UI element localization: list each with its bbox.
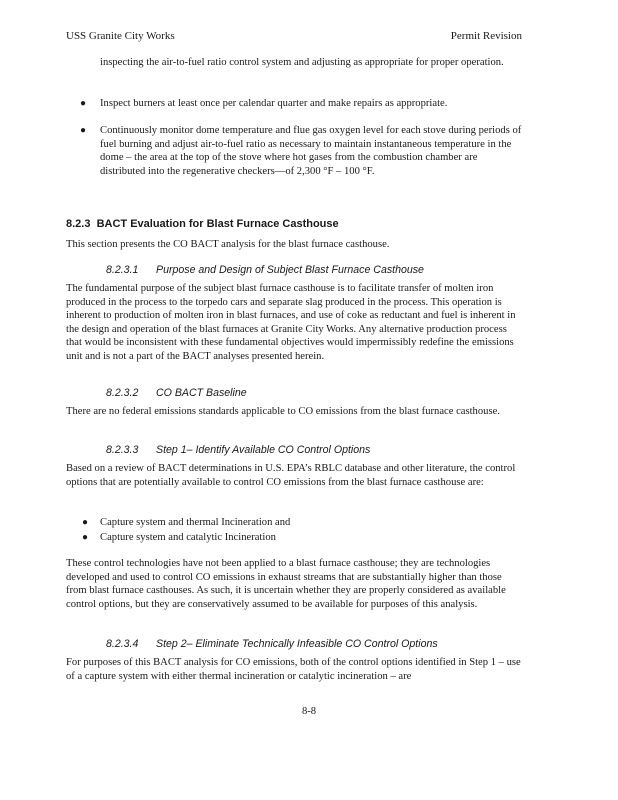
list-item: [82, 517, 290, 528]
subsection-number: 8.2.3.4: [106, 638, 139, 650]
subsection-number: 8.2.3.1: [106, 264, 139, 276]
header-right: Permit Revision: [450, 30, 522, 42]
paragraph: These control technologies have not been applied to a blast furnace casthouse; they are technologies developed and used to control CO emissions in exhaust streams that are substantially higher than those from blast furnace casthouses. As such, it is uncertain whether they are properly considered as available control options, but they are conservatively assumed to be available for purposes of this analysis.: [66, 558, 506, 610]
list-item: [80, 97, 524, 111]
subsection-number: 8.2.3.3: [106, 444, 139, 456]
bullet-text: Capture system and thermal Incineration and: [100, 517, 291, 528]
section-number: 8.2.3: [66, 218, 91, 230]
subsection-heading: [106, 638, 438, 650]
subsection-title: Purpose and Design of Subject Blast Furnace Casthouse: [156, 264, 424, 276]
bullet-text: Inspect burners at least once per calendar quarter and make repairs as appropriate.: [100, 98, 448, 109]
section-heading: [66, 218, 339, 230]
subsection-heading: [106, 387, 247, 399]
paragraph: For purposes of this BACT analysis for CO emissions, both of the control options identified in Step 1 – use of a capture system with either thermal incineration or catalytic incineration – are: [66, 657, 521, 682]
paragraph: Based on a review of BACT determinations in U.S. EPA’s RBLC database and other literature, the control options that are potentially available to control CO emissions from the blast furnace casthouse are:: [66, 463, 516, 488]
subsection-title: Step 2– Eliminate Technically Infeasible CO Control Options: [156, 638, 438, 650]
section-title: BACT Evaluation for Blast Furnace Casthouse: [96, 218, 339, 230]
bullet-icon: ●: [80, 98, 87, 109]
subsection-title: CO BACT Baseline: [156, 387, 247, 399]
bullet-text: Capture system and catalytic Incineration: [100, 532, 276, 543]
paragraph: There are no federal emissions standards applicable to CO emissions from the blast furnace casthouse.: [66, 406, 500, 417]
paragraph: The fundamental purpose of the subject blast furnace casthouse is to facilitate transfer of molten iron produced in the process to the torpedo cars and separate slag produced in the process. This operation is inherent to production of molten iron in blast furnaces, and use of coke as reductant and fuel is inherent in the design and operation of the blast furnaces at Granite City Works. Any alternative production process that would be inconsistent with these fundamental objectives would impermissibly redefine the emissions unit and is not a part of the BACT analyses presented herein.: [66, 283, 516, 362]
bullet-text: Continuously monitor dome temperature and flue gas oxygen level for each stove during periods of fuel burning and adjust air-to-fuel ratio as necessary to maintain instantaneous temperature in the dome – the area at the top of the stove where hot gases from the combustion chamber are distributed into the regenerative checkers—of 2,300 °F – 100 °F.: [100, 125, 522, 177]
header-left: USS Granite City Works: [66, 30, 175, 42]
bullet-icon: ●: [82, 532, 89, 543]
subsection-title: Step 1– Identify Available CO Control Options: [156, 444, 371, 456]
bullet-icon: ●: [82, 517, 89, 528]
continuation-text: inspecting the air-to-fuel ratio control system and adjusting as appropriate for proper operation.: [100, 57, 504, 68]
bullet-icon: ●: [80, 125, 87, 136]
list-item: [82, 532, 276, 543]
section-intro: This section presents the CO BACT analysis for the blast furnace casthouse.: [66, 239, 390, 250]
subsection-heading: [106, 264, 424, 276]
subsection-number: 8.2.3.2: [106, 387, 139, 399]
subsection-heading: [106, 444, 370, 456]
page-number: 8-8: [301, 706, 317, 717]
list-item: [80, 124, 524, 178]
